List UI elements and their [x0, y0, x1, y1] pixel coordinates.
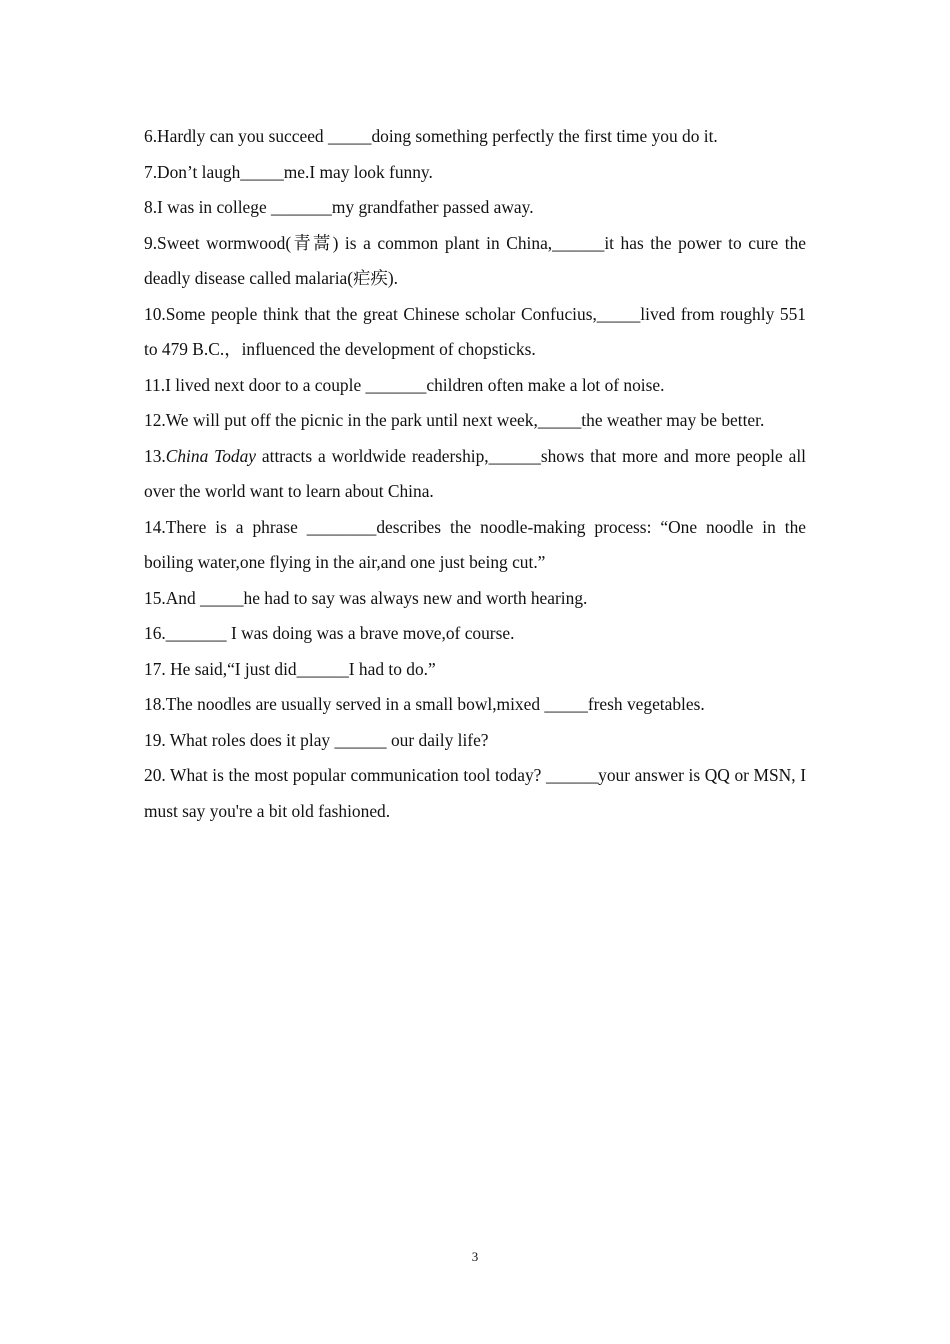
question-16: 16._______ I was doing was a brave move,of course. — [144, 623, 515, 643]
question-9: 9.Sweet wormwood(青蒿) is a common plant in China,______it has the power to cure the deadly disease called malaria(疟疾). — [144, 232, 806, 288]
question-8: 8.I was in college _______my grandfather passed away. — [144, 197, 534, 217]
question-13-title: China Today — [165, 445, 257, 466]
question-13 — [144, 439, 806, 510]
question-20: 20. What is the most popular communication tool today? ______your answer is QQ or MSN, I must say you're a bit old fashioned. — [144, 765, 806, 821]
question-18: 18.The noodles are usually served in a small bowl,mixed _____fresh vegetables. — [144, 694, 705, 714]
question-17: 17. He said,“I just did______I had to do.” — [144, 658, 436, 679]
question-14: 14.There is a phrase ________describes the noodle-making process: “One noodle in the boiling water,one flying in the air,and one just being cut.” — [144, 516, 806, 572]
page-number: 3 — [471, 1249, 479, 1264]
question-19: 19. What roles does it play ______ our daily life? — [144, 729, 489, 750]
question-list — [144, 119, 806, 829]
question-11: 11.I lived next door to a couple _______children often make a lot of noise. — [144, 374, 665, 395]
question-12: 12.We will put off the picnic in the park until next week,_____the weather may be better. — [144, 410, 765, 430]
question-13-text: attracts a worldwide readership,______shows that more and more people all over the world want to learn about China. — [144, 445, 806, 501]
question-6: 6.Hardly can you succeed _____doing something perfectly the first time you do it. — [144, 126, 718, 146]
question-13-number: 13. — [144, 445, 166, 466]
question-10: 10.Some people think that the great Chinese scholar Confucius,_____lived from roughly 551 to 479 B.C.，influenced the development of chopsticks. — [144, 303, 806, 359]
question-15: 15.And _____he had to say was always new and worth hearing. — [144, 587, 588, 608]
question-7: 7.Don’t laugh_____me.I may look funny. — [144, 161, 433, 182]
